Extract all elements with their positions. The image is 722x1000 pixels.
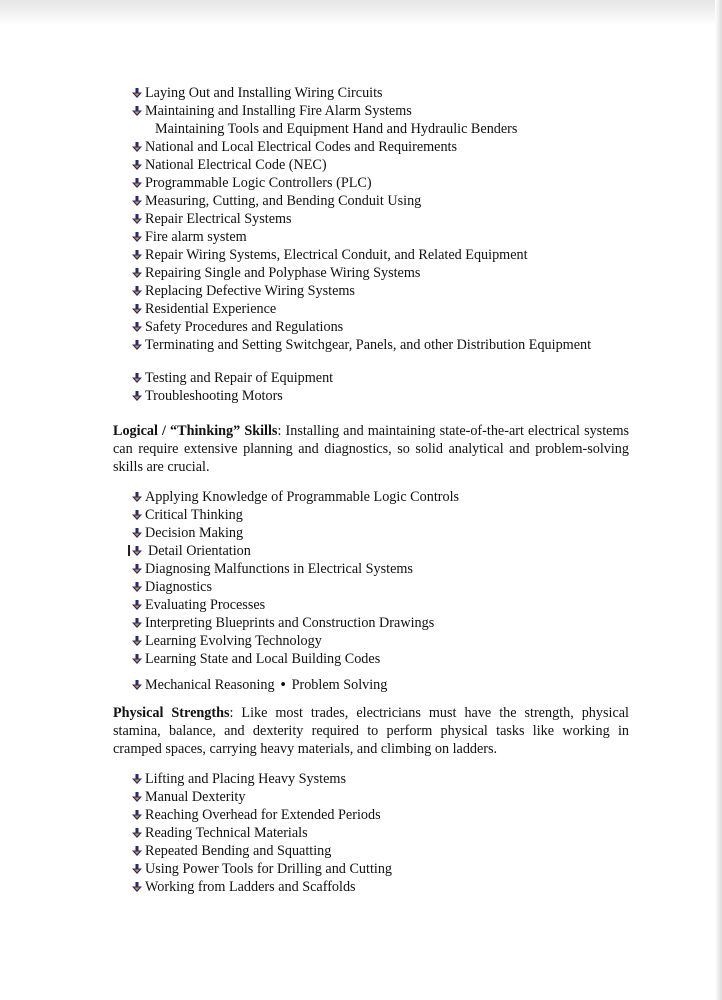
list-item-text: Replacing Defective Wiring Systems (145, 283, 355, 299)
list-item (131, 318, 591, 336)
down-arrow-bullet-icon (132, 340, 142, 350)
list-item-text: Diagnostics (145, 579, 212, 595)
list-item-text: Lifting and Placing Heavy Systems (145, 771, 346, 787)
down-arrow-bullet-icon (132, 304, 142, 314)
list-item-text: Applying Knowledge of Programmable Logic Controls (145, 489, 460, 505)
down-arrow-bullet-icon (132, 492, 142, 502)
logical-skills-description: : Installing and maintaining state-of-the-art electrical systems can require extensive planning and diagnostics, so solid analytical and problem-solving skills are crucial. (113, 423, 629, 475)
list-item (131, 120, 591, 138)
list-item (131, 676, 387, 694)
down-arrow-bullet-icon (132, 373, 142, 383)
list-item-text: Repair Wiring Systems, Electrical Conduit, and Related Equipment (145, 247, 528, 263)
list-item-text: Learning Evolving Technology (145, 633, 322, 649)
down-arrow-bullet-icon (132, 160, 142, 170)
list-item-text: Programmable Logic Controllers (PLC) (145, 175, 372, 191)
list-item-text: Critical Thinking (145, 507, 243, 523)
list-item-text: Detail Orientation (148, 543, 251, 559)
list-item-text: Diagnosing Malfunctions in Electrical Systems (145, 561, 413, 577)
list-item-text: Manual Dexterity (145, 789, 246, 805)
list-item-text: Problem Solving (291, 677, 388, 693)
list-item-text: Safety Procedures and Regulations (145, 319, 344, 335)
down-arrow-bullet-icon (132, 286, 142, 296)
down-arrow-bullet-icon (132, 654, 142, 664)
list-item (131, 102, 591, 120)
down-arrow-bullet-icon (132, 250, 142, 260)
list-item-text: Repairing Single and Polyphase Wiring Systems (145, 265, 421, 281)
down-arrow-bullet-icon (132, 582, 142, 592)
list-item (131, 300, 591, 318)
list-item (131, 174, 591, 192)
list-item (131, 524, 459, 542)
list-item-text: National Electrical Code (NEC) (145, 157, 327, 173)
down-arrow-bullet-icon (132, 391, 142, 401)
down-arrow-bullet-icon (132, 88, 142, 98)
list-item (131, 806, 392, 824)
down-arrow-bullet-icon (132, 600, 142, 610)
down-arrow-bullet-icon (132, 792, 142, 802)
down-arrow-bullet-icon (132, 322, 142, 332)
list-item (131, 650, 459, 668)
down-arrow-bullet-icon (132, 564, 142, 574)
list-item (131, 542, 459, 560)
down-arrow-bullet-icon (132, 528, 142, 538)
down-arrow-bullet-icon (132, 828, 142, 838)
list-item-text: Working from Ladders and Scaffolds (145, 879, 356, 895)
list-item-text: Residential Experience (145, 301, 277, 317)
down-arrow-bullet-icon (132, 882, 142, 892)
list-item-text: Reaching Overhead for Extended Periods (145, 807, 381, 823)
list-item (131, 842, 392, 860)
list-item-text: Measuring, Cutting, and Bending Conduit Using (145, 193, 422, 209)
logical-skills-list-last (131, 676, 387, 694)
list-item-text: Learning State and Local Building Codes (145, 651, 381, 667)
list-item (131, 788, 392, 806)
top-shadow (0, 0, 722, 26)
list-item-text: Interpreting Blueprints and Construction Drawings (145, 615, 435, 631)
text-cursor-mark (128, 545, 130, 556)
list-item (131, 138, 591, 156)
list-item (131, 282, 591, 300)
list-item-text: Fire alarm system (145, 229, 247, 245)
list-item (131, 860, 392, 878)
list-item-text: Mechanical Reasoning (145, 677, 275, 693)
list-item-text: Testing and Repair of Equipment (145, 370, 334, 386)
list-item-text: Troubleshooting Motors (145, 388, 283, 404)
down-arrow-bullet-icon (132, 232, 142, 242)
down-arrow-bullet-icon (132, 810, 142, 820)
down-arrow-bullet-icon (132, 636, 142, 646)
down-arrow-bullet-icon (132, 106, 142, 116)
list-item-text: Terminating and Setting Switchgear, Panels, and other Distribution Equipment (145, 337, 592, 353)
down-arrow-bullet-icon (132, 546, 142, 556)
down-arrow-bullet-icon (132, 510, 142, 520)
list-item-text: Repair Electrical Systems (145, 211, 292, 227)
list-item (131, 387, 333, 405)
list-item-text: Maintaining Tools and Equipment Hand and Hydraulic Benders (155, 121, 518, 137)
logical-skills-list (131, 488, 459, 668)
list-item (131, 488, 459, 506)
physical-strengths-paragraph (113, 704, 629, 758)
list-item-text: Laying Out and Installing Wiring Circuits (145, 85, 383, 101)
down-arrow-bullet-icon (132, 196, 142, 206)
physical-strengths-list (131, 770, 392, 896)
down-arrow-bullet-icon (132, 680, 142, 690)
logical-skills-paragraph (113, 422, 629, 476)
list-item (131, 369, 333, 387)
list-item-text: Using Power Tools for Drilling and Cutting (145, 861, 393, 877)
list-item (131, 632, 459, 650)
list-item-text: Repeated Bending and Squatting (145, 843, 332, 859)
list-item (131, 264, 591, 282)
list-item (131, 192, 591, 210)
list-item (131, 506, 459, 524)
list-item-text: Decision Making (145, 525, 244, 541)
down-arrow-bullet-icon (132, 618, 142, 628)
list-item (131, 156, 591, 174)
list-item (131, 578, 459, 596)
list-item (131, 596, 459, 614)
technical-skills-list (131, 84, 591, 354)
list-item (131, 878, 392, 896)
list-item-text: Reading Technical Materials (145, 825, 308, 841)
down-arrow-bullet-icon (132, 214, 142, 224)
list-item (131, 246, 591, 264)
physical-strengths-description: : Like most trades, electricians must have the strength, physical stamina, balance, and dexterity required to perform physical tasks like working in cramped spaces, carrying heavy materials, and climbing on ladders. (113, 705, 629, 757)
down-arrow-bullet-icon (132, 846, 142, 856)
list-item (131, 210, 591, 228)
physical-strengths-heading: Physical Strengths (113, 705, 230, 721)
down-arrow-bullet-icon (132, 774, 142, 784)
list-item (131, 228, 591, 246)
list-item-text: National and Local Electrical Codes and Requirements (145, 139, 458, 155)
down-arrow-bullet-icon (132, 178, 142, 188)
list-item-text: Evaluating Processes (145, 597, 266, 613)
list-item (131, 336, 591, 354)
bullet-separator: • (280, 677, 286, 693)
down-arrow-bullet-icon (132, 268, 142, 278)
list-item (131, 770, 392, 788)
down-arrow-bullet-icon (132, 142, 142, 152)
technical-skills-list-continued (131, 369, 333, 405)
down-arrow-bullet-icon (132, 864, 142, 874)
list-item (131, 560, 459, 578)
list-item-text: Maintaining and Installing Fire Alarm Systems (145, 103, 412, 119)
list-item (131, 824, 392, 842)
list-item (131, 614, 459, 632)
list-item (131, 84, 591, 102)
logical-skills-heading: Logical / “Thinking” Skills (113, 423, 278, 439)
page-edge-shadow (715, 0, 722, 1000)
